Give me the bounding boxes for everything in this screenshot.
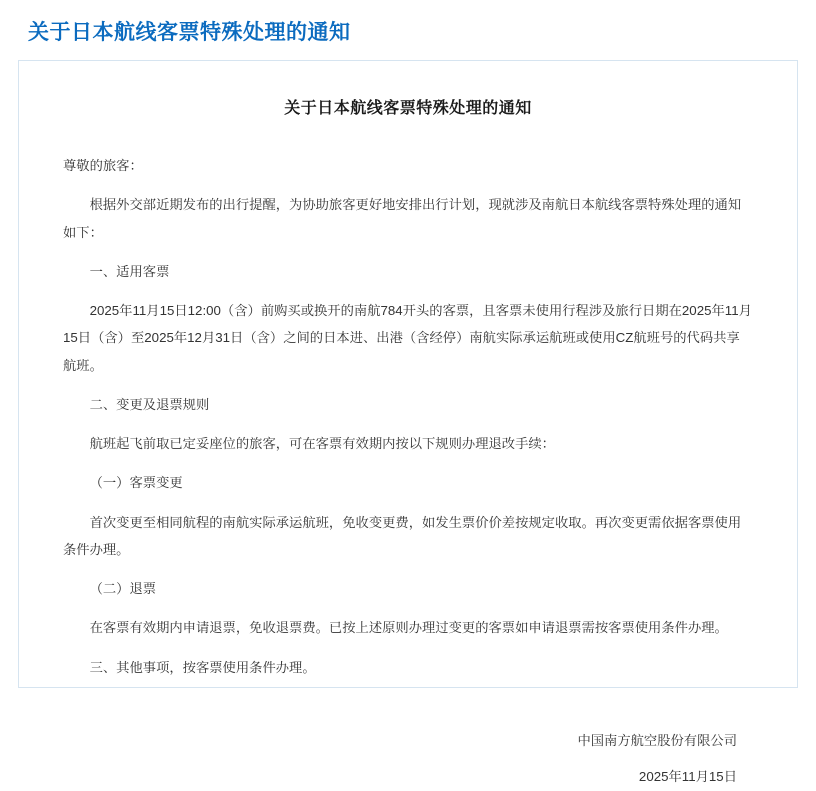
salutation: 尊敬的旅客： — [63, 158, 143, 173]
section-1-title: 一、适用客票 — [89, 263, 170, 279]
notice-heading: 关于日本航线客票特殊处理的通知 — [284, 100, 532, 117]
section-1-paragraph: 2025年11月15日12:00（含）前购买或换开的南航784开头的客票，且客票未使用行程涉及旅行日期在2025年11月15日（含）至2025年12月31日（含）之间的日本进、出港（含经停）南航实际承运航班或使用CZ航班号的代码共享航班。 — [63, 303, 752, 373]
section-2-sub-2-paragraph: 在客票有效期内申请退票，免收退票费。已按上述原则办理过变更的客票如申请退票需按客票使用条件办理。 — [89, 620, 728, 636]
signature-company: 中国南方航空股份有限公司 — [577, 732, 737, 748]
signature-block — [63, 727, 753, 791]
section-3-title: 三、其他事项，按客票使用条件办理。 — [89, 659, 316, 675]
page-title: 关于日本航线客票特殊处理的通知 — [28, 21, 351, 44]
intro-paragraph: 根据外交部近期发布的出行提醒，为协助旅客更好地安排出行计划，现就涉及南航日本航线客票特殊处理的通知如下： — [63, 197, 742, 240]
section-2-paragraph: 航班起飞前取已定妥座位的旅客，可在客票有效期内按以下规则办理退改手续： — [89, 436, 555, 451]
section-2-sub-2-title: （二）退票 — [89, 581, 157, 596]
notice-body — [63, 152, 753, 681]
signature-date: 2025年11月15日 — [638, 768, 737, 784]
section-2-sub-1-paragraph: 首次变更至相同航程的南航实际承运航班，免收变更费，如发生票价价差按规定收取。再次变更需依据客票使用条件办理。 — [63, 514, 742, 557]
section-2-sub-1-title: （一）客票变更 — [89, 475, 183, 491]
notice-card — [18, 60, 798, 784]
section-2-title: 二、变更及退票规则 — [89, 396, 210, 412]
